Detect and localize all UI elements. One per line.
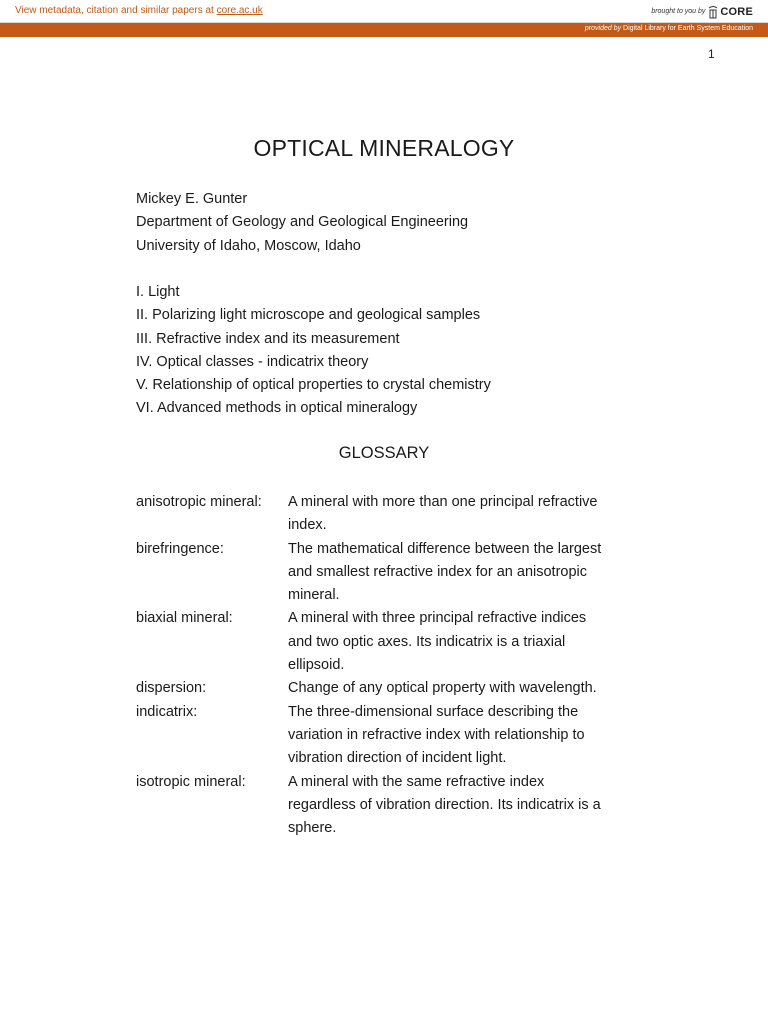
core-logo-icon: [708, 5, 718, 19]
toc-item: V. Relationship of optical properties to crystal chemistry: [136, 377, 491, 394]
glossary-entry: [136, 677, 636, 700]
glossary-entry: [136, 701, 636, 771]
provided-by-notice[interactable]: [585, 25, 753, 32]
toc-item: II. Polarizing light microscope and geological samples: [136, 307, 481, 324]
definition-line: and smallest refractive index for an anisotropic: [288, 563, 588, 580]
definition-line: index.: [288, 517, 327, 534]
glossary-definition: [288, 607, 636, 677]
glossary-term: anisotropic mineral:: [136, 494, 262, 510]
provided-by-label: provided by: [584, 25, 622, 32]
toc-item: VI. Advanced methods in optical mineralogy: [136, 400, 418, 417]
core-ac-uk-link[interactable]: core.ac.uk: [216, 5, 263, 16]
glossary-term: biaxial mineral:: [136, 610, 233, 627]
toc-item: IV. Optical classes - indicatrix theory: [136, 353, 369, 370]
glossary-entry: [136, 491, 636, 538]
core-brand[interactable]: [651, 3, 753, 20]
core-view-text: View metadata, citation and similar papers at: [15, 5, 217, 16]
brought-to-you-text: brought to you by: [651, 8, 706, 15]
toc-item: III. Refractive index and its measurement: [136, 330, 400, 347]
definition-line: and two optic axes. Its indicatrix is a triaxial: [288, 633, 566, 650]
glossary-entry: [136, 771, 636, 841]
core-provider-bar: [0, 23, 768, 37]
definition-line: regardless of vibration direction. Its indicatrix is a: [288, 796, 601, 813]
table-of-contents: [136, 281, 491, 421]
definition-line: The three-dimensional surface describing the: [288, 703, 579, 720]
core-logo-text: CORE: [720, 5, 753, 18]
glossary-definition: [288, 677, 636, 700]
definition-line: The mathematical difference between the largest: [288, 540, 602, 557]
author-department: Department of Geology and Geological Engineering: [136, 214, 469, 231]
glossary-definition: [288, 491, 636, 538]
author-block: [136, 188, 468, 258]
glossary-definition: [288, 771, 636, 841]
definition-line: A mineral with the same refractive index: [288, 773, 545, 790]
glossary-term: indicatrix:: [136, 703, 198, 720]
definition-line: sphere.: [288, 820, 337, 837]
glossary-definition: [288, 538, 636, 608]
glossary-entry: [136, 607, 636, 677]
glossary-definition: [288, 701, 636, 771]
core-metadata-notice: [15, 5, 263, 16]
provider-name: Digital Library for Earth System Education: [623, 25, 753, 32]
toc-item: I. Light: [136, 284, 180, 300]
glossary-entry: [136, 538, 636, 608]
author-university: University of Idaho, Moscow, Idaho: [136, 237, 361, 254]
page-number: 1: [708, 47, 715, 61]
glossary-heading: GLOSSARY: [338, 444, 430, 462]
definition-line: variation in refractive index with relationship to: [288, 726, 585, 743]
definition-line: Change of any optical property with wavelength.: [288, 680, 597, 697]
glossary-list: [136, 491, 636, 840]
definition-line: ellipsoid.: [288, 657, 345, 674]
document-title: OPTICAL MINERALOGY: [253, 135, 515, 161]
author-name: Mickey E. Gunter: [136, 191, 248, 207]
definition-line: mineral.: [288, 587, 340, 604]
definition-line: A mineral with three principal refractive indices: [288, 610, 587, 627]
definition-line: A mineral with more than one principal refractive: [288, 494, 598, 510]
glossary-term: birefringence:: [136, 540, 224, 557]
glossary-term: isotropic mineral:: [136, 773, 246, 790]
glossary-term: dispersion:: [136, 680, 207, 697]
core-banner: [0, 0, 768, 23]
definition-line: vibration direction of incident light.: [288, 750, 507, 767]
